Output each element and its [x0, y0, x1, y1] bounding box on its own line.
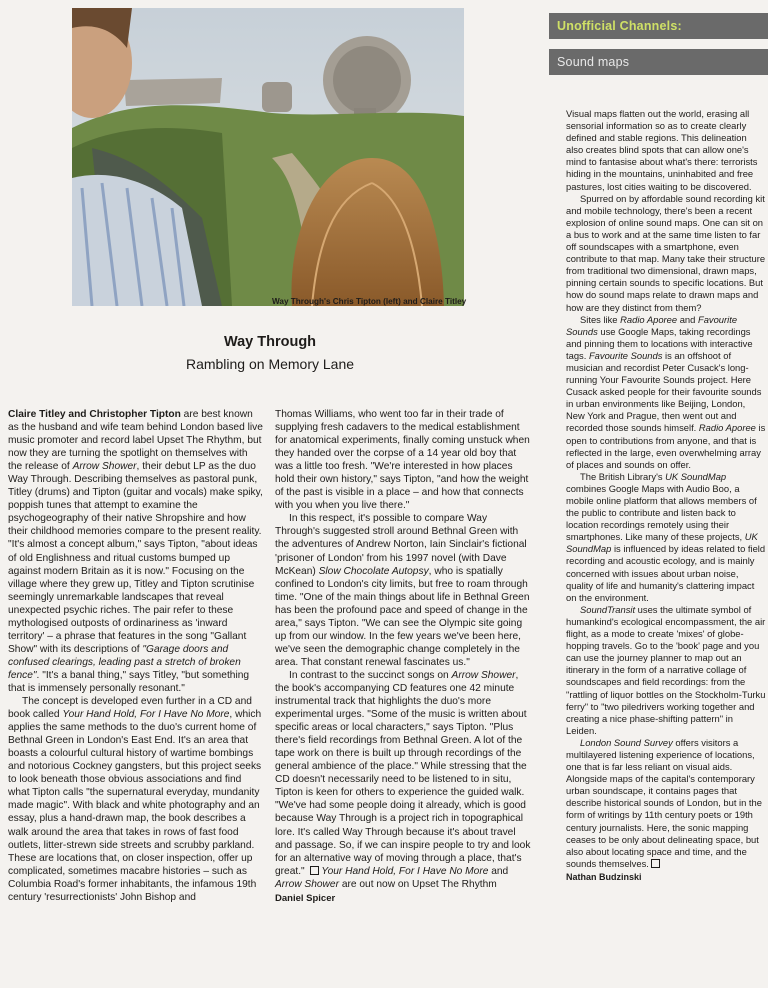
- text: is open to contributions from anyone, and that is reflected in the large, even overwhelming array of places and sounds on offer.: [566, 422, 766, 470]
- text: combines Google Maps with Audio Boo, a mobile online platform that allows members of the public to contribute and listen back to location recordings remotely using their smartphones. Like many of these projects,: [566, 482, 757, 543]
- site-name: Favourite Sounds: [566, 313, 738, 337]
- lyric-quote: "Garage doors and confused clearings, leading past a stretch of broken fence": [8, 643, 241, 681]
- text: , their debut LP as the duo Way Through. Describing themselves as pastoral punk, Titley (drums) and Tipton (guitar and vocals) make spiky, poppish tunes that attempt to examine the psychogeography of their native Shropshire and how their childhood memories compare to the present reality. "It's almost a concept album," says Tipton, "about ideas of old Englishness and ritual customs bumped up against modern Britain as it is now." Focusing on the village where they grew up, Titley and Tipton scrutinise seemingly unremarkable landscapes that reveal unexpected psychic riches. The pair refer to these mythologised outposts of ordinariness as 'inward territory' – a phrase that features in the song "Gallant Show" with its descriptions of: [8, 461, 263, 655]
- site-name: Radio Aporee: [698, 422, 756, 434]
- article-subhead: Rambling on Memory Lane: [185, 356, 355, 372]
- article-photo: [72, 8, 467, 306]
- sidebar-column: [566, 108, 766, 883]
- site-name: UK SoundMap: [665, 470, 727, 482]
- paragraph: Visual maps flatten out the world, erasing all sensorial information so as to create clearly defined and stable regions. This delineation also creates blind spots that can allow one's mind to fantasise about what's there: terrorists hiding in the mountains, uninhabited and free pastures, lost cities waiting to be discovered.: [566, 108, 758, 192]
- paragraph: [275, 669, 533, 891]
- text: are best known as the husband and wife team behind London based live music promoter and record label Upset The Rhythm, but now they are turning the spotlight on themselves with the release of: [8, 409, 263, 473]
- text: is influenced by ideas related to field recording and acoustic ecology, and is mainly concerned with issues about urban noise, quality of life and humanity's clattering impact on the environment.: [566, 543, 766, 603]
- site-name: SoundTransit: [580, 603, 636, 615]
- text: offers visitors a multilayered listening experience of locations, one that is far less reliant on visual aids. Alongside maps of the capital's contemporary urban soundscape, it contains pages that describe historical sounds of London, but in the form of writings by 11th century poets or 19th century journalists. Here, the sonic mapping ceases to be only about delineating space, but also about locating space and time, and the sounds themselves.: [566, 736, 762, 869]
- site-name: Radio Aporee: [620, 313, 678, 325]
- text: and: [677, 313, 698, 325]
- sidebar-banner-sub: Sound maps: [549, 49, 768, 75]
- article-author: Daniel Spicer: [275, 892, 336, 904]
- paragraph: [566, 471, 766, 604]
- photo-caption: Way Through's Chris Tipton (left) and Claire Titley: [272, 297, 467, 306]
- article-column-1: [8, 408, 264, 904]
- text: , who is spatially confined to London's city limits, but free to roam through time. "One of the main things about life in Bethnal Green has been the profound pace and speed of change in the area," says Tipton. "We can see the Olympic site going up from our window. In the few years we've been here, we've seen the demographic change completely in the area. That constant renewal fascinates us.": [275, 565, 530, 668]
- text: The British Library's: [580, 470, 666, 482]
- text: uses the ultimate symbol of humankind's ecological encompassment, the air flight, as a mode to create 'mixes' of globe-hopping travels. Go to the 'book' page and you can use the journey planner to map out an itinerary in the form of a narrative collage of soundscapes and field recordings: from the "rattling of liquor bottles on the Stockholm-Turku ferry" to "two piledrivers working together and creating a nice phase-shifting pattern" in Leiden.: [566, 603, 766, 736]
- text: In this respect, it's possible to compare Way Through's suggested stroll around Bethnal Green with the adventures of Andrew Norton, Iain Sinclair's fictional 'prisoner of London' from his 1997 novel (with Dave McKean): [275, 513, 527, 577]
- text: and: [488, 865, 509, 877]
- novel-title: Slow Chocolate Autopsy: [318, 565, 429, 577]
- paragraph: Spurred on by affordable sound recording kit and mobile technology, there's been a recent explosion of online sound maps. One can sit on a bus to work and at the same time listen to far off soundscapes with a smartphone, even contribute to that map. Many take their structure from traditional two dimensional, drawn maps, pinning certain sounds to specific locations. But how do sound maps relate to drawn maps and how are they distinct from them?: [566, 192, 766, 313]
- site-name: Favourite Sounds: [588, 349, 663, 361]
- text: , which applies the same methods to the duo's current home of Bethnal Green in London's East End. It's an area that boasts a colourful cultural history of wartime bombings and notorious Cockney gangsters, but this project seeks to look beneath those obvious associations and find what Tipton calls "the supernatural everyday, mundanity made magic". With black and white photography and an essay, plus a hand-drawn map, the book describes a walk around the area that takes in rows of fast food outlets, litter-strewn side streets and scrubby parkland. These are locations that, on closer inspection, offer up complicated, sometimes macabre histories – such as Columbia Road's former inhabitants, the infamous 19th century 'resurrectionists' John Bishop and: [8, 709, 262, 903]
- paragraph: [566, 604, 766, 737]
- site-name: London Sound Survey: [580, 736, 673, 748]
- photo-illustration: [72, 8, 467, 306]
- sidebar-banner-title: Unofficial Channels:: [549, 13, 768, 39]
- book-title: Your Hand Hold, For I Have No More: [62, 709, 230, 721]
- album-title: Arrow Shower: [275, 878, 339, 890]
- end-mark-icon: [651, 859, 660, 868]
- sidebar-author: Nathan Budzinski: [566, 871, 642, 882]
- album-title: Arrow Shower: [451, 669, 516, 681]
- article-column-2: [275, 408, 533, 905]
- paragraph: [275, 512, 533, 669]
- text: The concept is developed even further in a CD and book called: [8, 696, 252, 721]
- article-headline: Way Through: [223, 334, 317, 350]
- lead-names: Claire Titley and Christopher Tipton: [8, 409, 181, 420]
- paragraph: [8, 695, 264, 904]
- paragraph: Thomas Williams, who went too far in their trade of supplying fresh cadavers to the medical establishment for anatomical experiments, finally coming unstuck when they handed over the corpse of a 14 year old boy that was a little too fresh. "We're interested in how places hold their own history," says Tipton, "and how the weight of the past is visible in a place – and how that connects with you when you live there.": [275, 409, 530, 512]
- text: are out now on Upset The Rhythm: [338, 878, 497, 890]
- text: In contrast to the succinct songs on: [289, 669, 452, 681]
- text: Sites like: [580, 313, 621, 325]
- text: is an offshoot of musician and recordist Peter Cusack's long-running Your Favourite Sounds project. Here Cusack asked people for their favourite sounds in urban environments like Beijing, London, New York and Prague, then went out and recorded those sounds himself.: [566, 349, 762, 434]
- site-name: UK SoundMap: [566, 531, 758, 555]
- text: , the book's accompanying CD features one 42 minute instrumental track that highlights the duo's more experimental urges. "Some of the music is written about specific areas or local characters," says Tipton. "Plus there's field recordings from Bethnal Green. A lot of the tape work on there is built up through recordings of the general ambience of the place." While stressing that the CD doesn't necessarily need to be listened to in situ, Tipton is keen for others to experience the guided walk. "We've had some people doing it already, which is good because Way Through is a project rich in topographical lore. It's called Way Through because it's about travel and passage. So, if we can inspire people to try and look for an alternative way of moving through a place, that's great.": [275, 669, 531, 877]
- book-title: Your Hand Hold, For I Have No More: [321, 865, 489, 877]
- text: use Google Maps, taking recordings and pinning them to locations with interactive tags.: [566, 325, 753, 361]
- paragraph: [566, 737, 766, 870]
- paragraph: [8, 408, 264, 695]
- paragraph: [566, 314, 766, 471]
- text: . "It's a banal thing," says Titley, "but something that is immensely personally resonant.": [8, 669, 250, 694]
- end-mark-icon: [310, 866, 319, 875]
- album-title: Arrow Shower: [72, 461, 137, 473]
